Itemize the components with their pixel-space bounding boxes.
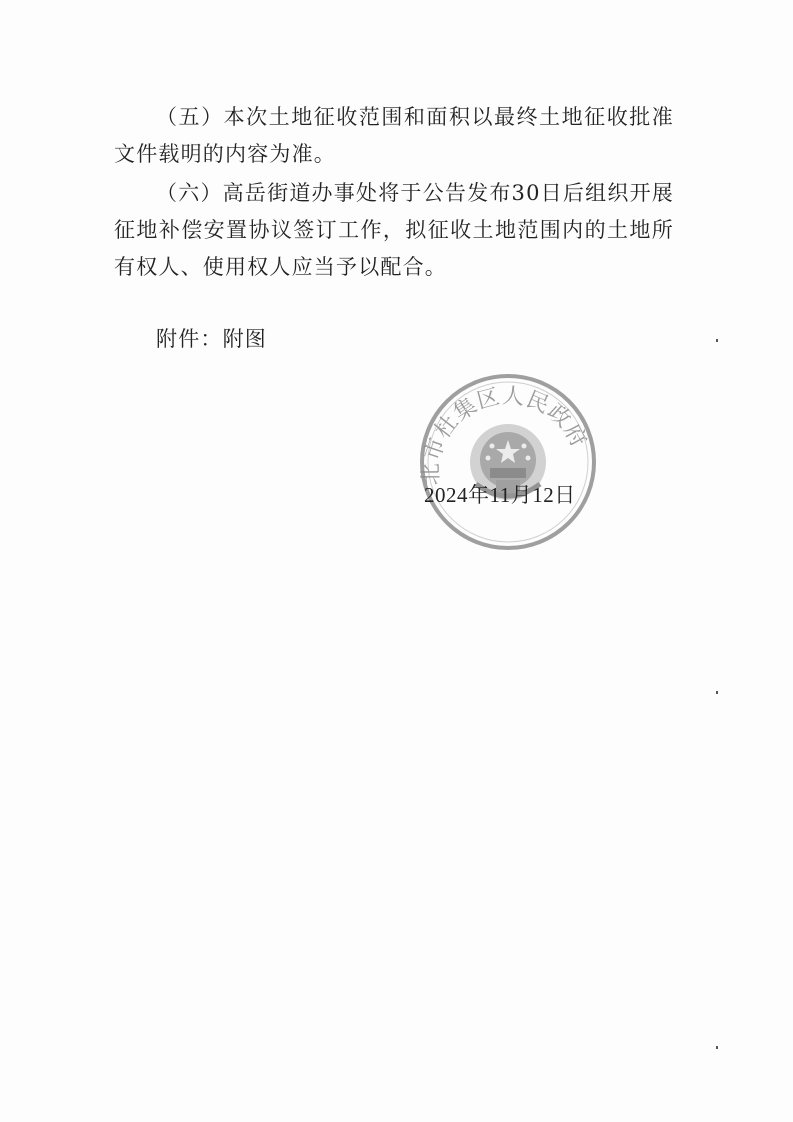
scan-speck <box>716 1046 718 1049</box>
paragraph-six: （六）高岳街道办事处将于公告发布30日后组织开展征地补偿安置协议签订工作，拟征收土地范围内的土地所有权人、使用权人应当予以配合。 <box>114 181 674 279</box>
paragraph-five: （五）本次土地征收范围和面积以最终土地征收批准文件载明的内容为准。 <box>114 105 674 166</box>
scan-speck <box>716 339 718 342</box>
seal-text: 北市杜集区人民政府 <box>418 383 592 486</box>
official-seal-stamp <box>418 372 598 552</box>
scan-speck <box>716 691 718 694</box>
signing-date: 2024年11月12日 <box>424 483 576 507</box>
attachment-label: 附件：附图 <box>156 327 267 351</box>
